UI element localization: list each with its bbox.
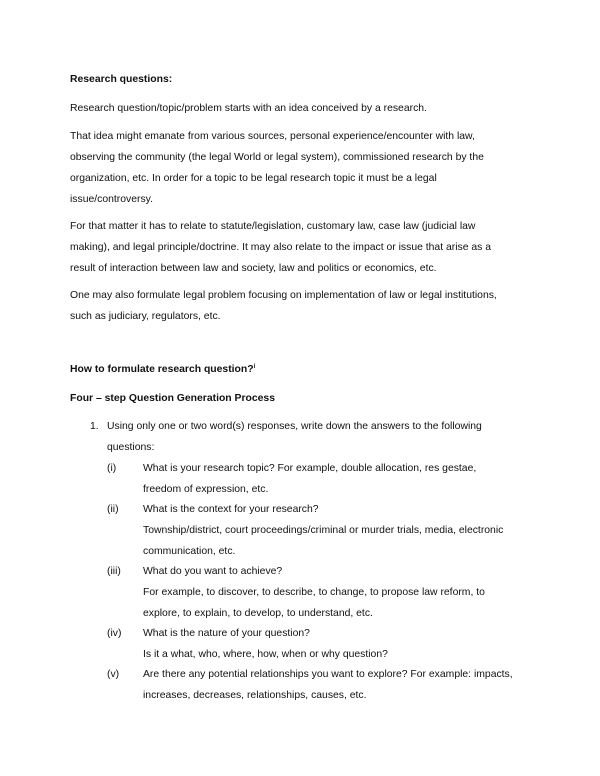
sub-item-line: explore, to explain, to develop, to understand, etc. bbox=[143, 608, 373, 619]
sub-item-line: Is it a what, who, where, how, when or why question? bbox=[143, 649, 388, 660]
paragraph-2-line-3: organization, etc. In order for a topic to be legal research topic it must be a legal bbox=[70, 173, 437, 184]
paragraph-3-line-1: For that matter it has to relate to statute/legislation, customary law, case law (judicial law bbox=[70, 221, 476, 232]
paragraph-3-line-2: making), and legal principle/doctrine. It may also relate to the impact or issue that arise as a bbox=[70, 242, 492, 253]
sub-item-label: (iv) bbox=[107, 628, 122, 639]
sub-item-line: For example, to discover, to describe, to change, to propose law reform, to bbox=[143, 587, 485, 598]
paragraph-2-line-4: issue/controversy. bbox=[70, 194, 153, 205]
sub-item-label: (iii) bbox=[107, 566, 121, 577]
sub-item-line: What is the nature of your question? bbox=[143, 628, 310, 639]
list-item-line-1: Using only one or two word(s) responses, write down the answers to the following bbox=[107, 421, 482, 432]
sub-item-line: Township/district, court proceedings/criminal or murder trials, media, electronic bbox=[143, 525, 504, 536]
subheading-four-step-process: Four – step Question Generation Process bbox=[70, 393, 275, 404]
sub-item-line: What is your research topic? For example, double allocation, res gestae, bbox=[143, 463, 477, 474]
paragraph-3-line-3: result of interaction between law and society, law and politics or economics, etc. bbox=[70, 263, 437, 274]
footnote-marker[interactable]: i bbox=[253, 364, 256, 370]
sub-item-label: (v) bbox=[107, 669, 120, 680]
sub-item-line: communication, etc. bbox=[143, 546, 236, 557]
sub-item-line: Are there any potential relationships you want to explore? For example: impacts, bbox=[143, 669, 513, 680]
section-heading-formulate bbox=[70, 363, 255, 377]
list-item-number: 1. bbox=[90, 421, 99, 432]
paragraph-4-line-2: such as judiciary, regulators, etc. bbox=[70, 311, 221, 322]
sub-item-line: increases, decreases, relationships, causes, etc. bbox=[143, 690, 367, 701]
sub-item-label: (ii) bbox=[107, 504, 119, 515]
section-heading-research-questions: Research questions: bbox=[70, 74, 173, 85]
sub-item-label: (i) bbox=[107, 463, 117, 474]
paragraph-1-line-1: Research question/topic/problem starts with an idea conceived by a research. bbox=[70, 103, 427, 114]
sub-item-line: What do you want to achieve? bbox=[143, 566, 283, 577]
list-item-line-2: questions: bbox=[107, 442, 155, 453]
sub-item-line: What is the context for your research? bbox=[143, 504, 319, 515]
paragraph-2-line-2: observing the community (the legal World or legal system), commissioned research by the bbox=[70, 152, 484, 163]
paragraph-4-line-1: One may also formulate legal problem focusing on implementation of law or legal institutions, bbox=[70, 290, 497, 301]
paragraph-2-line-1: That idea might emanate from various sources, personal experience/encounter with law, bbox=[70, 131, 475, 142]
sub-item-line: freedom of expression, etc. bbox=[143, 484, 269, 495]
section-heading-formulate-text: How to formulate research question? bbox=[70, 364, 254, 375]
